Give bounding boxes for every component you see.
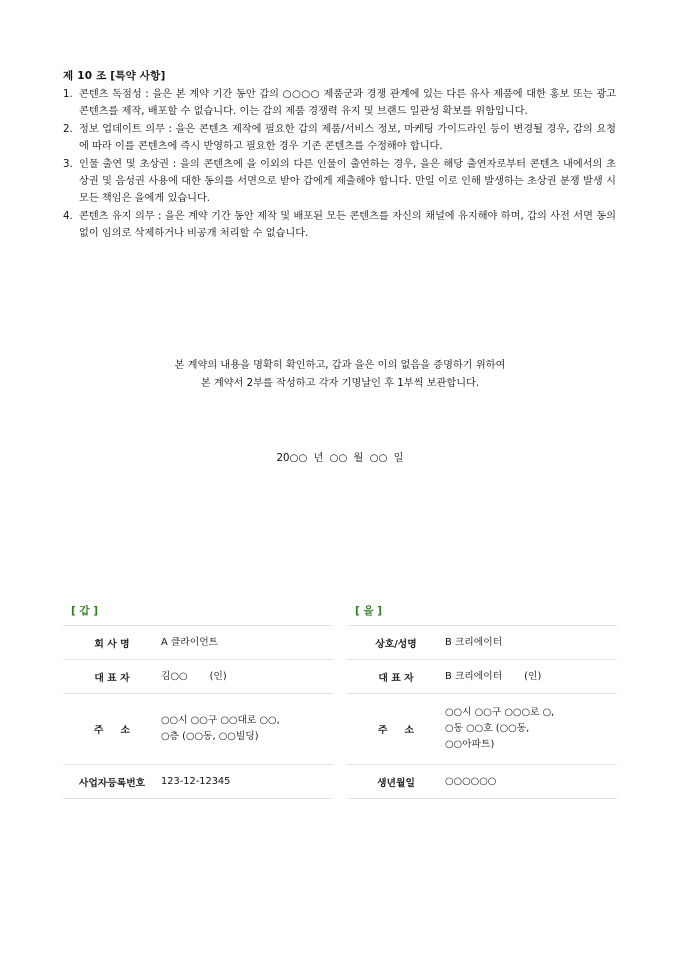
address-line: ○○아파트) bbox=[445, 739, 495, 750]
party-a-rep-row bbox=[63, 660, 333, 694]
article-title: 제 10 조 [특약 사항] bbox=[63, 70, 166, 82]
birth-label: 생년월일 bbox=[377, 777, 415, 789]
address-line: ○층 (○○동, ○○빌딩) bbox=[161, 731, 259, 742]
clause-text: 인물 출연 및 초상권 : 을의 콘텐츠에 을 이외의 다른 인물이 출연하는 경우, 을은 해당 출연자로부터 콘텐츠 내에서의 초상권 및 음성권 사용에 대한 동의를 서면으로 받아 갑에게 제출해야 합니다. 만일 이로 인해 발생하는 초상권 분쟁 발생 시 모든 책임은 을에게 있습니다. bbox=[79, 158, 616, 205]
seal-mark: (인) bbox=[524, 670, 542, 682]
company-label: 상호/성명 bbox=[375, 638, 417, 650]
party-a-block bbox=[63, 603, 333, 799]
clause-number: 3. bbox=[63, 158, 73, 170]
party-b-block bbox=[347, 603, 617, 799]
company-value: A 클라이언트 bbox=[161, 636, 219, 648]
clause-text: 콘텐츠 유지 의무 : 을은 계약 기간 동안 제작 및 배포된 모든 콘텐츠를 자신의 채널에 유지해야 하며, 갑의 사전 서면 동의 없이 임의로 삭제하거나 비공개 처리할 수 없습니다. bbox=[79, 210, 616, 240]
company-label: 회 사 명 bbox=[94, 638, 130, 650]
clause-item bbox=[63, 121, 616, 156]
clause-number: 4. bbox=[63, 210, 73, 222]
clause-text: 콘텐츠 독점성 : 을은 본 계약 기간 동안 갑의 ○○○○ 제품군과 경쟁 관계에 있는 다른 유사 제품에 대한 홍보 또는 광고 콘텐츠를 제작, 배포할 수 없습니다. 이는 갑의 제품 경쟁력 유지 및 브랜드 일관성 확보를 위함입니다. bbox=[79, 89, 616, 118]
party-b-company-row bbox=[347, 626, 617, 660]
party-a-company-row bbox=[63, 626, 333, 660]
closing-statement-line-2: 본 계약서 2부를 작성하고 각자 기명날인 후 1부씩 보관합니다. bbox=[200, 378, 480, 389]
closing-statement-line-1: 본 계약의 내용을 명확히 확인하고, 갑과 을은 이의 없음을 증명하기 위하여 bbox=[174, 360, 506, 371]
rep-label: 대 표 자 bbox=[94, 672, 130, 684]
seal-mark: (인) bbox=[209, 670, 227, 682]
clause-list bbox=[63, 86, 616, 243]
clause-item bbox=[63, 208, 616, 243]
rep-value: B 크리에이터 bbox=[445, 670, 503, 682]
party-b-birth-row bbox=[347, 765, 617, 799]
party-a-address-row bbox=[63, 694, 333, 765]
party-a-header: [ 갑 ] bbox=[63, 603, 333, 626]
clause-number: 1. bbox=[63, 89, 73, 100]
signing-date: 20○○ 년 ○○ 월 ○○ 일 bbox=[276, 453, 404, 464]
address-line: ○○시 ○○구 ○○○로 ○, bbox=[445, 707, 555, 718]
address-label: 주 소 bbox=[378, 725, 414, 736]
clause-item bbox=[63, 86, 616, 121]
company-value: B 크리에이터 bbox=[445, 636, 503, 648]
party-b-rep-row bbox=[347, 660, 617, 694]
rep-value: 김○○ bbox=[161, 670, 188, 682]
rep-cell bbox=[445, 669, 617, 685]
birth-value: ○○○○○○ bbox=[445, 775, 497, 787]
clause-text: 정보 업데이트 의무 : 을은 콘텐츠 제작에 필요한 갑의 제품/서비스 정보, 마케팅 가이드라인 등이 변경될 경우, 갑의 요청에 따라 이를 콘텐츠에 즉시 반영하고 필요한 경우 기존 콘텐츠를 수정해야 합니다. bbox=[79, 123, 616, 153]
party-b-header: [ 을 ] bbox=[347, 603, 617, 626]
rep-cell bbox=[161, 669, 333, 685]
address-line: ○○시 ○○구 ○○대로 ○○, bbox=[161, 715, 280, 726]
address-line: ○동 ○○호 (○○동, bbox=[445, 723, 530, 734]
party-a-reg-row bbox=[63, 765, 333, 799]
address-label: 주 소 bbox=[94, 725, 130, 736]
party-b-address-row bbox=[347, 694, 617, 765]
rep-label: 대 표 자 bbox=[378, 672, 414, 684]
address-value bbox=[445, 705, 617, 753]
reg-label: 사업자등록번호 bbox=[78, 777, 146, 789]
address-value bbox=[161, 713, 333, 745]
clause-number: 2. bbox=[63, 123, 73, 135]
clause-item bbox=[63, 156, 616, 208]
reg-value: 123-12-12345 bbox=[161, 775, 231, 787]
